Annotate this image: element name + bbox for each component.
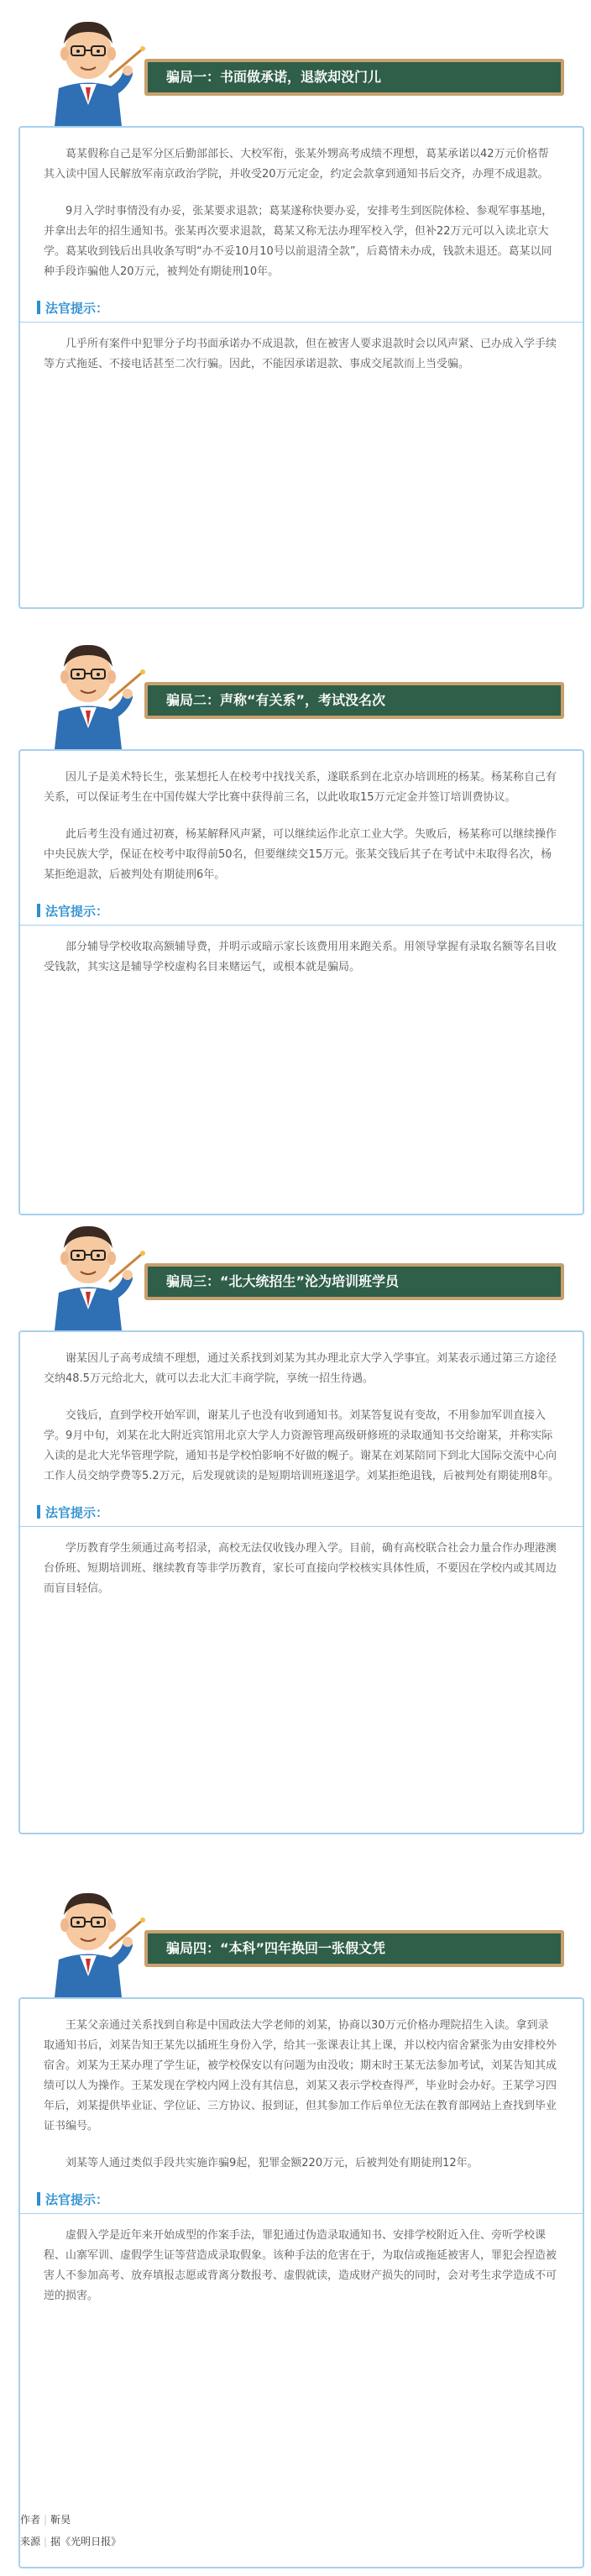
source-label: 来源: [20, 2536, 41, 2547]
section-title: 骗局四：“本科”四年换回一张假文凭: [144, 1930, 564, 1967]
teacher-illustration-icon: [25, 1871, 151, 1997]
judge-tip-heading: [20, 902, 583, 926]
section-header: [18, 1871, 588, 1997]
judge-tip-heading: [20, 2190, 583, 2214]
case-content-box: [18, 126, 584, 609]
section-header: [18, 1204, 588, 1330]
judge-tip-text: 几乎所有案件中犯罪分子均书面承诺办不成退款，但在被害人要求退款时会以风声紧、已办成入学手续等方式拖延、不接电话甚至二次行骗。因此，不能因承诺退款、事成交尾款而上当受骗。: [44, 338, 557, 370]
section-header: [18, 0, 588, 126]
case-paragraph: 交钱后，直到学校开始军训，谢某儿子也没有收到通知书。刘某答复说有变故，不用参加军训直接入学。9月中旬，刘某在北大附近宾馆用北京大学人力资源管理高级研修班的录取通知书交给谢某，并称实际入读的是北大光华管理学院，通知书是学校怕影响不好做的幌子。谢某在刘某陪同下到北大国际交流中心向工作人员交纳学费等5.2万元，后发现就读的是短期培训班遂退学。刘某拒绝退钱，后被判处有期徒刑8年。: [44, 1409, 559, 1482]
author-name: 靳昊: [50, 2514, 71, 2526]
judge-tip-heading: [20, 299, 583, 323]
case-paragraph: 葛某假称自己是军分区后勤部部长、大校军衔，张某外甥高考成绩不理想，葛某承诺以42万元价格帮其入读中国人民解放军南京政治学院，并收受20万元定金，约定会款拿到通知书后交齐，办理不成退款。: [44, 148, 549, 181]
bar-marker-icon: [37, 301, 40, 314]
section-title: 骗局二：声称“有关系”，考试没名次: [144, 682, 564, 719]
bar-marker-icon: [37, 2192, 40, 2206]
case-section: [18, 1204, 588, 1595]
judge-tip-text: 学历教育学生须通过高考招录，高校无法仅收钱办理入学。目前，确有高校联合社会力量合作办理港澳台侨班、短期培训班、继续教育等非学历教育，家长可直接向学校核实具体性质，不要因在学校内或其周边而盲目轻信。: [44, 1542, 557, 1595]
judge-tip-label: 法官提示：: [45, 2192, 109, 2207]
case-content-box: [18, 1997, 584, 2568]
source-name: 据《光明日报》: [50, 2536, 122, 2547]
judge-tip-label: 法官提示：: [45, 1505, 109, 1520]
case-content-box: [18, 749, 584, 1215]
case-paragraph: 王某父亲通过关系找到自称是中国政法大学老师的刘某，协商以30万元价格办理院招生入读。拿到录取通知书后，刘某告知王某先以插班生身份入学，给其一张课表让其上课，并以校内宿舍紧张为由安排校外宿舍。刘某为王某办理了学生证，被学校保安以有问题为由没收；期末时王某无法参加考试，刘某告知其成绩可以人为操作。王某发现在学校内网上没有其信息，刘某又表示学校查得严，毕业时会办好。王某学习四年后，刘某提供毕业证、学位证、三方协议、报到证，但其参加工作后单位无法在教育部网站上查找到毕业证书编号。: [44, 2019, 557, 2133]
case-content-box: [18, 1330, 584, 1834]
section-title: 骗局一：书面做承诺，退款却没门儿: [144, 59, 564, 96]
teacher-illustration-icon: [25, 0, 151, 126]
section-title: 骗局三：“北大统招生”沦为培训班学员: [144, 1263, 564, 1300]
judge-tip-text: 虚假入学是近年来开始成型的作案手法，罪犯通过伪造录取通知书、安排学校附近入住、旁听学校课程、山寨军训、虚假学生证等营造成录取假象。该种手法的危害在于，为取信或拖延被害人，罪犯会捏造被害人不参加高考、放弃填报志愿或背离分数报考、虚假就读，造成财产损失的同时，会对考生求学造成不可逆的损害。: [44, 2229, 557, 2302]
case-paragraph: 因儿子是美术特长生，张某想托人在校考中找找关系，遂联系到在北京办培训班的杨某。杨某称自己有关系，可以保证考生在中国传媒大学比赛中获得前三名，以此收取15万元定金并签订培训费协议。: [44, 771, 557, 804]
case-section: [18, 0, 588, 370]
article-footer: [20, 2509, 121, 2552]
judge-tip-label: 法官提示：: [45, 904, 109, 919]
case-paragraph: 9月入学时事情没有办妥，张某要求退款；葛某遂称快要办妥，安排考生到医院体检、参观军事基地，并拿出去年的招生通知书。张某再次要求退款，葛某又称无法办理军校入学，但补22万元可以入读北京大学。葛某收到钱后出具收条写明“办不妥10月10号以前退清全款”，后葛情未办成，钱款未退还。葛某以同种手段诈骗他人20万元，被判处有期徒刑10年。: [44, 205, 553, 278]
judge-tip-label: 法官提示：: [45, 301, 109, 316]
teacher-illustration-icon: [25, 1204, 151, 1330]
judge-tip-heading: [20, 1503, 583, 1527]
case-paragraph: 此后考生没有通过初赛，杨某解释风声紧，可以继续运作北京工业大学。失败后，杨某称可以继续操作中央民族大学，保证在校考中取得前50名，但要继续交15万元。张某交钱后其子在考试中未取得名次，杨某拒绝退款，后被判处有期徒刑6年。: [44, 828, 557, 881]
source-line: 来源 | 据《光明日报》: [20, 2536, 122, 2547]
teacher-illustration-icon: [25, 623, 151, 749]
case-paragraph: 谢某因儿子高考成绩不理想，通过关系找到刘某为其办理北京大学入学事宜。刘某表示通过第三方途径交纳48.5万元给北大，就可以去北大汇丰商学院，享统一招生待遇。: [44, 1352, 557, 1385]
bar-marker-icon: [37, 904, 40, 917]
author-line: 作者 | 靳昊: [20, 2514, 71, 2526]
case-paragraph: 刘某等人通过类似手段共实施诈骗9起，犯罪金额220万元，后被判处有期徒刑12年。: [65, 2157, 479, 2169]
judge-tip-text: 部分辅导学校收取高额辅导费，并明示或暗示家长该费用用来跑关系。用领导掌握有录取名额等名目收受钱款，其实这是辅导学校虚构名目来赌运气，或根本就是骗局。: [44, 941, 557, 973]
section-header: [18, 623, 588, 749]
bar-marker-icon: [37, 1505, 40, 1519]
case-section: [18, 623, 588, 973]
author-label: 作者: [20, 2514, 41, 2526]
case-section: [18, 1871, 588, 2302]
